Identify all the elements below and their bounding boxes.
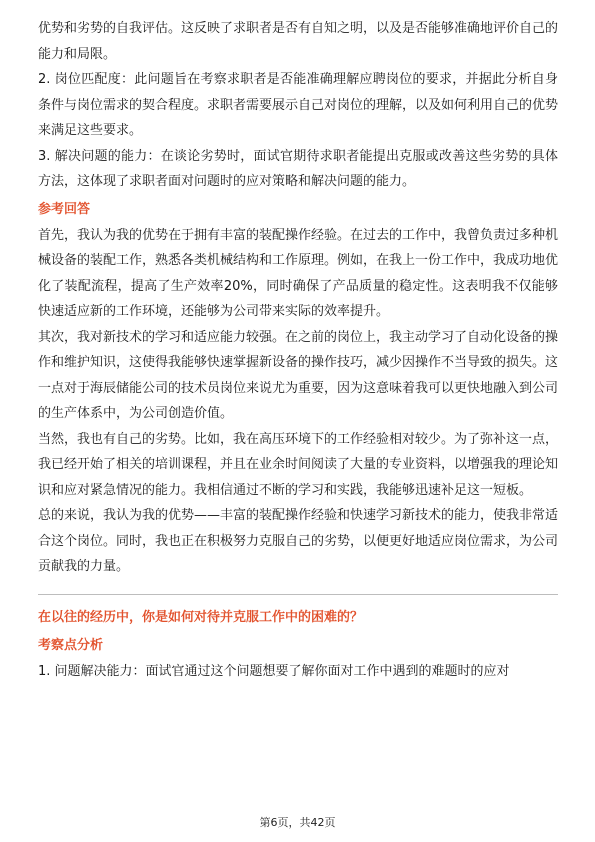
intro-continued-paragraph: 优势和劣势的自我评估。这反映了求职者是否有自知之明，以及是否能够准确地评价自己的能力和局限。 xyxy=(38,21,559,62)
analysis-point-3: 3. 解决问题的能力：在谈论劣势时，面试官期待求职者能提出克服或改善这些劣势的具体方法，这体现了求职者面对问题时的应对策略和解决问题的能力。 xyxy=(38,148,558,189)
section-divider xyxy=(38,594,558,595)
answer-paragraph-1: 首先，我认为我的优势在于拥有丰富的装配操作经验。在过去的工作中，我曾负责过多种机械设备的装配工作，熟悉各类机械结构和工作原理。例如，在我上一份工作中，我成功地优化了装配流程，提高了生产效率20%，同时确保了产品质量的稳定性。这表明我不仅能够快速适应新的工作环境，还能够为公司带来实际的效率提升。 xyxy=(38,227,559,319)
analysis-point-2: 2. 岗位匹配度：此问题旨在考察求职者是否能准确理解应聘岗位的要求，并据此分析自身条件与岗位需求的契合程度。求职者需要展示自己对岗位的理解，以及如何利用自己的优势来满足这些要求。 xyxy=(38,72,559,138)
page-content xyxy=(38,16,558,684)
next-analysis-point-1: 1. 问题解决能力：面试官通过这个问题想要了解你面对工作中遇到的难题时的应对 xyxy=(38,663,510,679)
reference-answer-heading: 参考回答 xyxy=(38,201,91,217)
page-footer: 第6页，共42页 xyxy=(259,816,336,829)
next-question-title: 在以往的经历中，你是如何对待并克服工作中的困难的？ xyxy=(38,609,364,625)
answer-paragraph-3: 当然，我也有自己的劣势。比如，我在高压环境下的工作经验相对较少。为了弥补这一点，我已经开始了相关的培训课程，并且在业余时间阅读了大量的专业资料，以增强我的理论知识和应对紧急情况的能力。我相信通过不断的学习和实践，我能够迅速补足这一短板。 xyxy=(38,431,559,498)
next-analysis-heading: 考察点分析 xyxy=(38,637,104,653)
answer-paragraph-2: 其次，我对新技术的学习和适应能力较强。在之前的岗位上，我主动学习了自动化设备的操作和维护知识，这使得我能够快速掌握新设备的操作技巧，减少因操作不当导致的损失。这一点对于海辰储能公司的技术员岗位来说尤为重要，因为这意味着我可以更快地融入到公司的生产体系中，为公司创造价值。 xyxy=(38,329,559,421)
answer-paragraph-4: 总的来说，我认为我的优势——丰富的装配操作经验和快速学习新技术的能力，使我非常适合这个岗位。同时，我也正在积极努力克服自己的劣势，以便更好地适应岗位需求，为公司贡献我的力量。 xyxy=(38,508,559,574)
